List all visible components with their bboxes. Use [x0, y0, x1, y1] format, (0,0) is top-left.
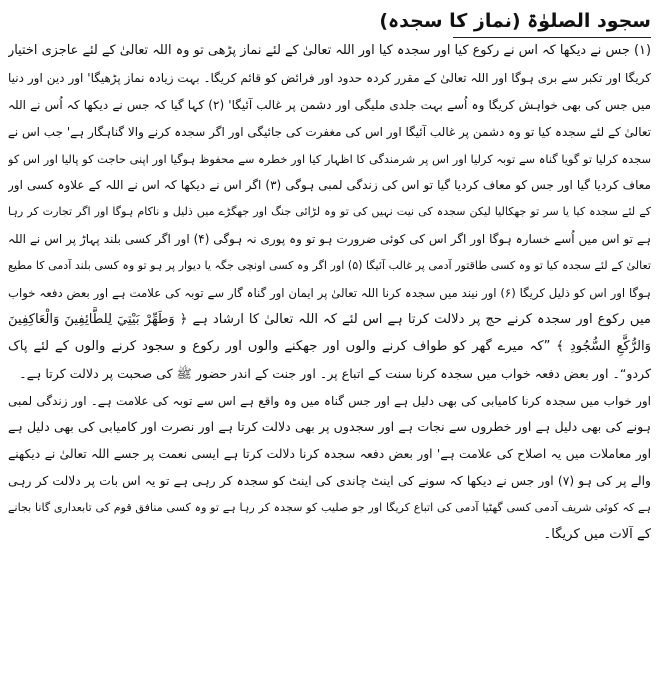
text-line: (۱) جس نے دیکھا کہ اس نے رکوع کیا اور سجدہ کیا اور اللہ تعالیٰ کے لئے نماز پڑھی تو وہ اللہ تعالیٰ کے لئے عاجزی اختیار: [8, 43, 651, 58]
text-line: کردو“۔ اور بعض دفعہ خواب میں سجدہ کرنا سنت کے اتباع پر۔ اور جنت کے اندر حضور ﷺ کی صحبت پر دلالت کرتا ہے۔: [19, 365, 651, 381]
text-line: ہے کہ کوئی شریف آدمی کسی گھٹیا آدمی کی اتباع کریگا اور جو صلیب کو سجدہ کر رہا ہے تو وہ کسی منافق قوم کی تابعداری گانا بجانے: [8, 501, 651, 515]
body-text: [8, 38, 651, 549]
text-line: سجدہ کرلیا تو گویا گناہ سے توبہ کرلیا اور اس پر شرمندگی کا اظہار کیا اور خطرہ سے محفوظ ہوگیا اور اپنی حاجت کو پالیا اور اس کو: [8, 151, 651, 166]
text-line: معاف کردیا گیا اور جس کو معاف کردیا گیا تو اس کی زندگی لمبی ہوگی (۳) اگر اس نے دیکھا کہ اس نے اللہ کے علاوہ کسی اور: [8, 178, 651, 193]
text-line: تعالیٰ کے لئے سجدہ کیا تو وہ کسی طاقتور آدمی پر غالب آئیگا (۵) اور اگر وہ کسی اونچی جگہ یا دیوار پر ہو تو وہ کسی بلند آدمی کا مطیع: [8, 259, 651, 273]
text-line: میں جس کی بھی خواہش کریگا وہ اُسے بہت جلدی ملیگی اور دشمن پر غالب آئیگا' (۲) کہا گیا کہ جس نے دیکھا کہ اُس نے اللہ: [8, 97, 651, 112]
text-line-with-verse: وَالرُّكَّعِ السُّجُودِ ﴾ ”کہ میرے گھر کو طواف کرنے والوں اور جھکنے والوں اور رکوع و سجود کرنے والوں کے لئے پاک: [8, 338, 651, 354]
text-line: کے لئے سجدہ کیا یا سر تو جھکالیا لیکن سجدہ کی نیت نہیں کی تو وہ لڑائی جنگ اور جھگڑے میں ذلیل و ناکام ہوگا اور اگر تجارت کر رہا: [8, 205, 651, 219]
text-line: والے پر کی ہو (۷) اور جس نے دیکھا کہ سونے کی اینٹ چاندی کی اینٹ کو سجدہ کر رہی ہے تو یہ اس بات پر دلالت کر رہی: [8, 474, 651, 489]
text-line: اور معاملات میں یہ اصلاح کی علامت ہے' اور بعض دفعہ سجدہ کرنا دلالت کرتا ہے ایسی نعمت پر جسے اللہ تعالیٰ نے دیکھنے: [8, 447, 651, 462]
text-line: ہے تو اس میں اُسے خسارہ ہوگا اور اگر اس کی کوئی ضرورت ہو تو وہ پوری نہ ہوگی (۴) اور اگر کسی بلند پہاڑ پر اس نے اللہ: [8, 232, 651, 247]
text-line: اور خواب میں سجدہ کرنا کامیابی کی بھی دلیل ہے اور جس گناہ میں وہ واقع ہے اس سے توبہ کی علامت ہے۔ اور زندگی لمبی: [8, 393, 651, 408]
text-line: ہوگا اور اس کو ذلیل کریگا (۶) اور نیند میں سجدہ کرنا اللہ تعالیٰ پر ایمان اور گناہ گار سے توبہ کی علامت ہے اور بعض دفعہ خواب: [8, 286, 651, 301]
text-line: کریگا اور تکبر سے بری ہوگا اور اللہ تعالیٰ کے مقرر کردہ حدود اور فرائض کو قائم کریگا۔ بہت زیادہ نماز پڑھیگا' اور دین اور دنیا: [8, 70, 651, 85]
text-line: تعالیٰ کے لئے سجدہ کیا تو وہ دشمن پر غالب آئیگا اور اس کی مغفرت کی جائیگی اور اگر سجدہ کرنے والا گناہگار ہے' جب اس نے: [8, 124, 651, 139]
title-block: [379, 6, 651, 36]
text-line-final: کے آلات میں کریگا۔: [543, 527, 651, 543]
page-title: سجود الصلوٰۃ (نماز کا سجدہ): [379, 10, 651, 32]
text-line-with-verse: میں رکوع اور سجدہ کرنے حج پر دلالت کرتا ہے اس لئے کہ اللہ تعالیٰ کا ارشاد ہے ﴿ وَطَهِّرْ بَيْتِيَ لِلطَّائِفِينَ وَالْعَاكِفِينَ: [8, 311, 651, 327]
text-line: ہونے کی بھی دلیل ہے اور خطروں سے نجات ہے اور سجدوں پر بھی دلالت کرتا ہے اور نصرت اور کامیابی کی بھی دلیل ہے: [8, 419, 651, 435]
